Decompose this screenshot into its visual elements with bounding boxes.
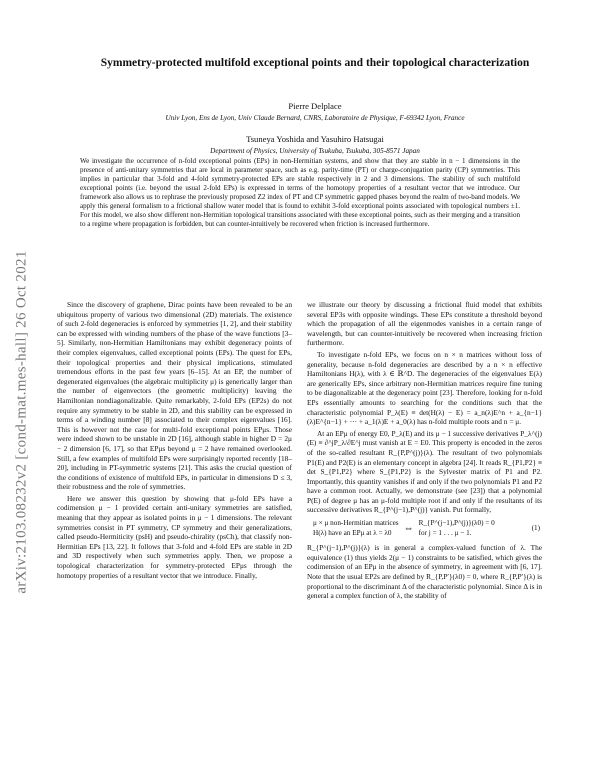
equation-right-line-1: R_{P^(j−1),P^(j)}(λ0) = 0 xyxy=(418,519,495,528)
author-line-2: Tsuneya Yoshida and Yasuhiro Hatsugai xyxy=(246,134,384,144)
affiliation-line-2: Department of Physics, University of Tsukuba, Tsukuba, 305-8571 Japan xyxy=(210,147,420,155)
equation-1 xyxy=(307,519,542,538)
right-paragraph-2: To investigate n-fold EPs, we focus on n × n matrices without loss of generality, because n-fold degeneracies are described by a n × n effective Hamiltonians H(λ), with λ ∈ ℝ^D. The degeneracies of the eigenvalues E(λ) are generically EPs, since arbitrary non-Hermitian matrices require fine tuning to be diagonalizable at the degeneracy point [23]. Therefore, looking for n-fold EPs essentially amounts to searching for the conditions such that the characteristic polynomial P_λ(E) ≡ det(H(λ) − E) = a_n(λ)E^n + a_{n−1}(λ)E^{n−1} + ··· + a_1(λ)E + a_0(λ) has n-fold multiple roots and n = μ. xyxy=(307,349,542,427)
arxiv-stamp-text: arXiv:2103.08232v2 [cond-mat.mes-hall] 26 Oct 2021 xyxy=(13,250,30,594)
arxiv-identifier-stamp[interactable] xyxy=(10,250,34,594)
right-paragraph-4: R_{P^(j−1),P^(j)}(λ) is in general a complex-valued function of λ. The equivalence (1) thus yields 2(μ − 1) constraints to be satisfied, which gives the codimension of an EPμ in the absence of symmetry, in agreement with [6, 17]. Note that the usual EP2s are defined by R_{P,P′}(λ0) = 0, where R_{P,P′}(λ) is proportional to the discriminant Δ of the characteristic polynomial. Since Δ is in general a complex function of λ, the stability of xyxy=(307,543,542,601)
right-paragraph-1: we illustrate our theory by discussing a frictional fluid model that exhibits several EP3s with opposite windings. These EPs constitute a threshold beyond which the propagation of all the eigenmodes vanishes in a certain range of wavelength, but can counter-intuitively be recovered when increasing friction furthermore. xyxy=(307,300,542,348)
equation-left-line-1: μ × μ non-Hermitian matrices xyxy=(313,519,399,528)
equation-left-side xyxy=(307,519,399,538)
equation-right-side xyxy=(419,519,495,538)
paper-title: Symmetry-protected multifold exceptional points and their topological characterization xyxy=(100,57,530,69)
equivalence-arrow: ⇔ xyxy=(403,522,414,534)
author-line-1: Pierre Delplace xyxy=(288,101,342,111)
left-paragraph-1: Since the discovery of graphene, Dirac points have been revealed to be an ubiquitous property of various two dimensional (2D) materials. The existence of such 2-fold degeneracies is enforced by symmetries [1, 2], and their stability can be expressed with winding numbers of the phase of the wave functions [3–5]. Similarly, non-Hermitian Hamiltonians may exhibit degeneracy points of their complex eigenvalues, called exceptional points (EPs). The quest for EPs, their topological properties and their physical implications, stimulated tremendous efforts in the past few years [6–15]. At an EP, the number of degenerated eigenvalues (the algebraic multiplicity μ) is generically larger than the number of eigenvectors (the geometric multiplicity) leaving the Hamiltonian nondiagonalizable. Quite remarkably, 2-fold EPs (EP2s) do not require any symmetry to be stable in 2D, and this stability can be expressed in terms of a winding number [8] associated to their complex eigenvalues [16]. This is however not the case for multi-fold exceptional points EPμs. Those were indeed shown to be unstable in 2D [16], although stable in higher D = 2μ − 2 dimension [6, 17], so that EPμs beyond μ = 2 have remained overlooked. Still, a few examples of multifold EPs were surprisingly reported recently [18–20], including in PT-symmetric systems [21]. This asks the crucial question of the conditions of existence of multifold EPs, in particular in dimensions D ≤ 3, their robustness and the role of symmetries. xyxy=(57,300,292,492)
left-paragraph-2: Here we answer this question by showing that μ-fold EPs have a codimension μ − 1 provided certain anti-unitary symmetries are satisfied, meaning that they appear as isolated points in μ − 1 dimensions. The relevant symmetries consist in PT symmetry, CP symmetry and their generalizations, called pseudo-Hermiticity (psH) and pseudo-chirality (psCh), that classify non-Hermitian EPs [13, 22]. It follows that 3-fold and 4-fold EPs are stable in 2D and 3D respectively when such symmetries apply. Then, we propose a topological characterization for symmetry-protected EPμs through the homotopy properties of a resultant vector that we introduce. Finally, xyxy=(57,493,292,580)
left-column xyxy=(57,300,292,582)
equation-body xyxy=(307,519,495,538)
equation-right-line-2: for j = 1 . . . μ − 1. xyxy=(418,528,472,537)
equation-number: (1) xyxy=(531,523,540,532)
right-column xyxy=(307,300,542,603)
abstract: We investigate the occurrence of n-fold exceptional points (EPs) in non-Hermitian systems, and show that they are stable in n − 1 dimensions in the presence of anti-unitary symmetries that are local in parameter space, such as e.g. parity-time (PT) or charge-conjugation parity (CP) symmetries. This implies in particular that 3-fold and 4-fold symmetry-protected EPs are stable respectively in 2 and 3 dimensions. The stability of such multifold exceptional points (i.e. beyond the usual 2-fold EPs) is expressed in terms of the homotopy properties of a resultant vector that we introduce. Our framework also allows us to rephrase the previously proposed Z2 index of PT and CP symmetric gapped phases beyond the realm of two-band models. We apply this general formalism to a frictional shallow water model that is found to exhibit 3-fold exceptional points associated with topological numbers ±1. For this model, we also show different non-Hermitian topological transitions associated with these exceptional points, such as their merging and a transition to a regime where propagation is forbidden, but can counter-intuitively be recovered when friction is increased furthermore. xyxy=(80,157,520,229)
right-paragraph-3: At an EPμ of energy E0, P_λ(E) and its μ − 1 successive derivatives P_λ^(j)(E) ≡ ∂^jP_λ/∂E^j must vanish at E = E0. This property is encoded in the zeros of the so-called resultant R_{P,P^(j)}(λ). The resultant of two polynomials P1(E) and P2(E) is an elementary concept in algebra [24]. It reads R_{P1,P2} ≡ det S_{P1,P2} where S_{P1,P2} is the Sylvester matrix of P1 and P2. Importantly, this quantity vanishes if and only if the two polynomials P1 and P2 have a common root. Actually, we demonstrate (see [23]) that a polynomial P(E) of degree μ has an μ-fold multiple root if and only if the resultants of its successive derivatives R_{P^(j−1),P^(j)} vanish. Put formally, xyxy=(307,428,542,515)
affiliation-line-1: Univ Lyon, Ens de Lyon, Univ Claude Bernard, CNRS, Laboratoire de Physique, F-69342 Lyon, France xyxy=(165,114,465,122)
equation-left-line-2: H(λ) have an EPμ at λ = λ0 xyxy=(313,528,392,537)
